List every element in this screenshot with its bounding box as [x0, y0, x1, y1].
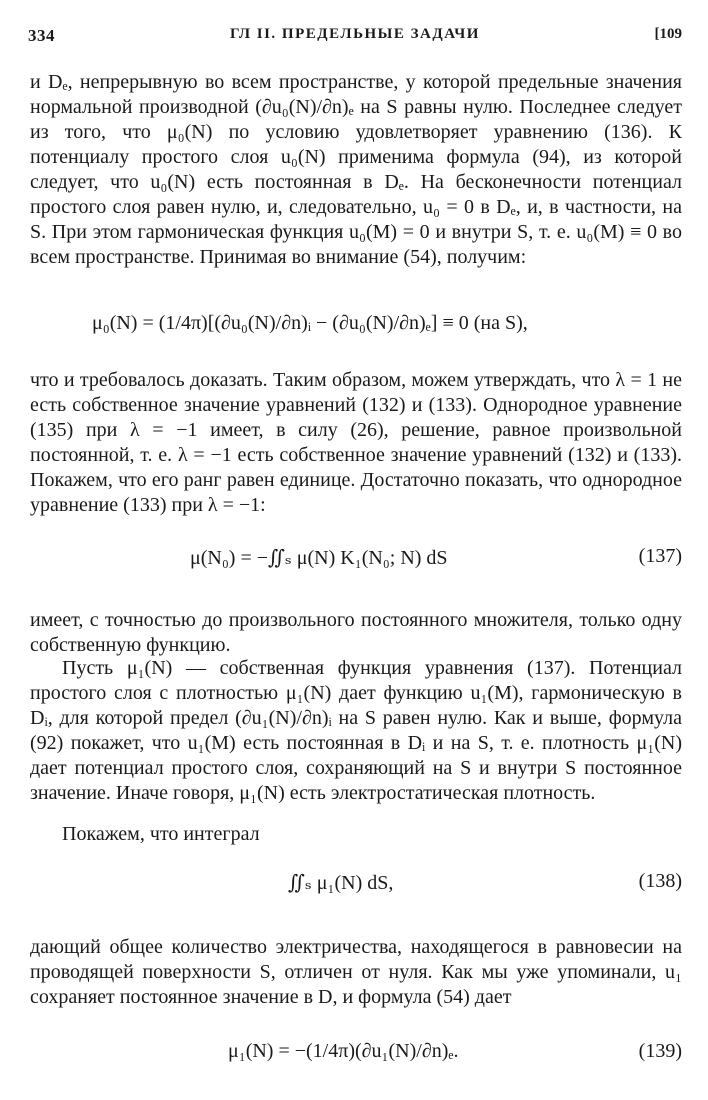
paragraph-6-text: дающий общее количество электричества, находящегося в равновесии на проводящей поверхности S, отличен от нуля. Как мы уже упоминали, u₁ сохраняет постоянное значение в D, и формула (54) дает	[30, 936, 682, 1008]
paragraph-6	[30, 935, 682, 1010]
paragraph-2-text: что и требовалось доказать. Таким образом, можем утверждать, что λ = 1 не есть собственное значение уравнений (132) и (133). Однородное уравнение (135) при λ = −1 имеет, в силу (26), решение, равное произвольной постоянной, т. е. λ = −1 есть собственное значение уравнений (132) и (133). Покажем, что его ранг равен единице. Достаточно показать, что однородное уравнение (133) при λ = −1:	[30, 369, 682, 516]
chapter-title: ГЛ II. ПРЕДЕЛЬНЫЕ ЗАДАЧИ	[230, 26, 480, 42]
paragraph-5-text: Покажем, что интеграл	[62, 823, 260, 845]
equation-number-139: (139)	[638, 1040, 682, 1062]
paragraph-5	[30, 822, 682, 847]
formula-137: μ(N₀) = −∬ₛ μ(N) K₁(N₀; N) dS	[190, 547, 448, 569]
paragraph-3-text: имеет, с точностью до произвольного постоянного множителя, только одну собственную функцию.	[30, 609, 682, 656]
paragraph-2	[30, 368, 682, 518]
paragraph-4-text: Пусть μ₁(N) — собственная функция уравнения (137). Потенциал простого слоя с плотностью μ₁(N) дает функцию u₁(M), гармоническую в Dᵢ, для которой предел (∂u₁(N)/∂n)ᵢ на S равен нулю. Как и выше, формула (92) покажет, что u₁(M) есть постоянная в Dᵢ и на S, т. е. плотность μ₁(N) дает потенциал простого слоя, сохраняющий на S и внутри S постоянное значение. Иначе говоря, μ₁(N) есть электростатическая плотность.	[30, 657, 682, 804]
equation-number-137: (137)	[638, 545, 682, 567]
formula-139: μ₁(N) = −(1/4π)(∂u₁(N)/∂n)ₑ.	[228, 1040, 459, 1062]
paragraph-4	[30, 656, 682, 806]
paragraph-3	[30, 608, 682, 658]
paragraph-1	[30, 70, 682, 270]
equation-number-138: (138)	[638, 870, 682, 892]
formula-138: ∬ₛ μ₁(N) dS,	[288, 872, 394, 894]
page-number: 334	[28, 26, 55, 45]
running-header	[28, 22, 682, 48]
formula-mu0: μ₀(N) = (1/4π)[(∂u₀(N)/∂n)ᵢ − (∂u₀(N)/∂n)ₑ] ≡ 0 (на S),	[92, 312, 528, 334]
paragraph-1-text: и Dₑ, непрерывную во всем пространстве, у которой предельные значения нормальной производной (∂u₀(N)/∂n)ₑ на S равны нулю. Последнее следует из того, что μ₀(N) по условию удовлетворяет уравнению (136). К потенциалу простого слоя u₀(N) применима формула (94), из которой следует, что u₀(N) есть постоянная в Dₑ. На бесконечности потенциал простого слоя равен нулю, и, следовательно, u₀ = 0 в Dₑ, и, в частности, на S. При этом гармоническая функция u₀(M) = 0 и внутри S, т. е. u₀(M) ≡ 0 во всем пространстве. Принимая во внимание (54), получим:	[30, 71, 682, 268]
section-number: [109	[654, 26, 682, 42]
